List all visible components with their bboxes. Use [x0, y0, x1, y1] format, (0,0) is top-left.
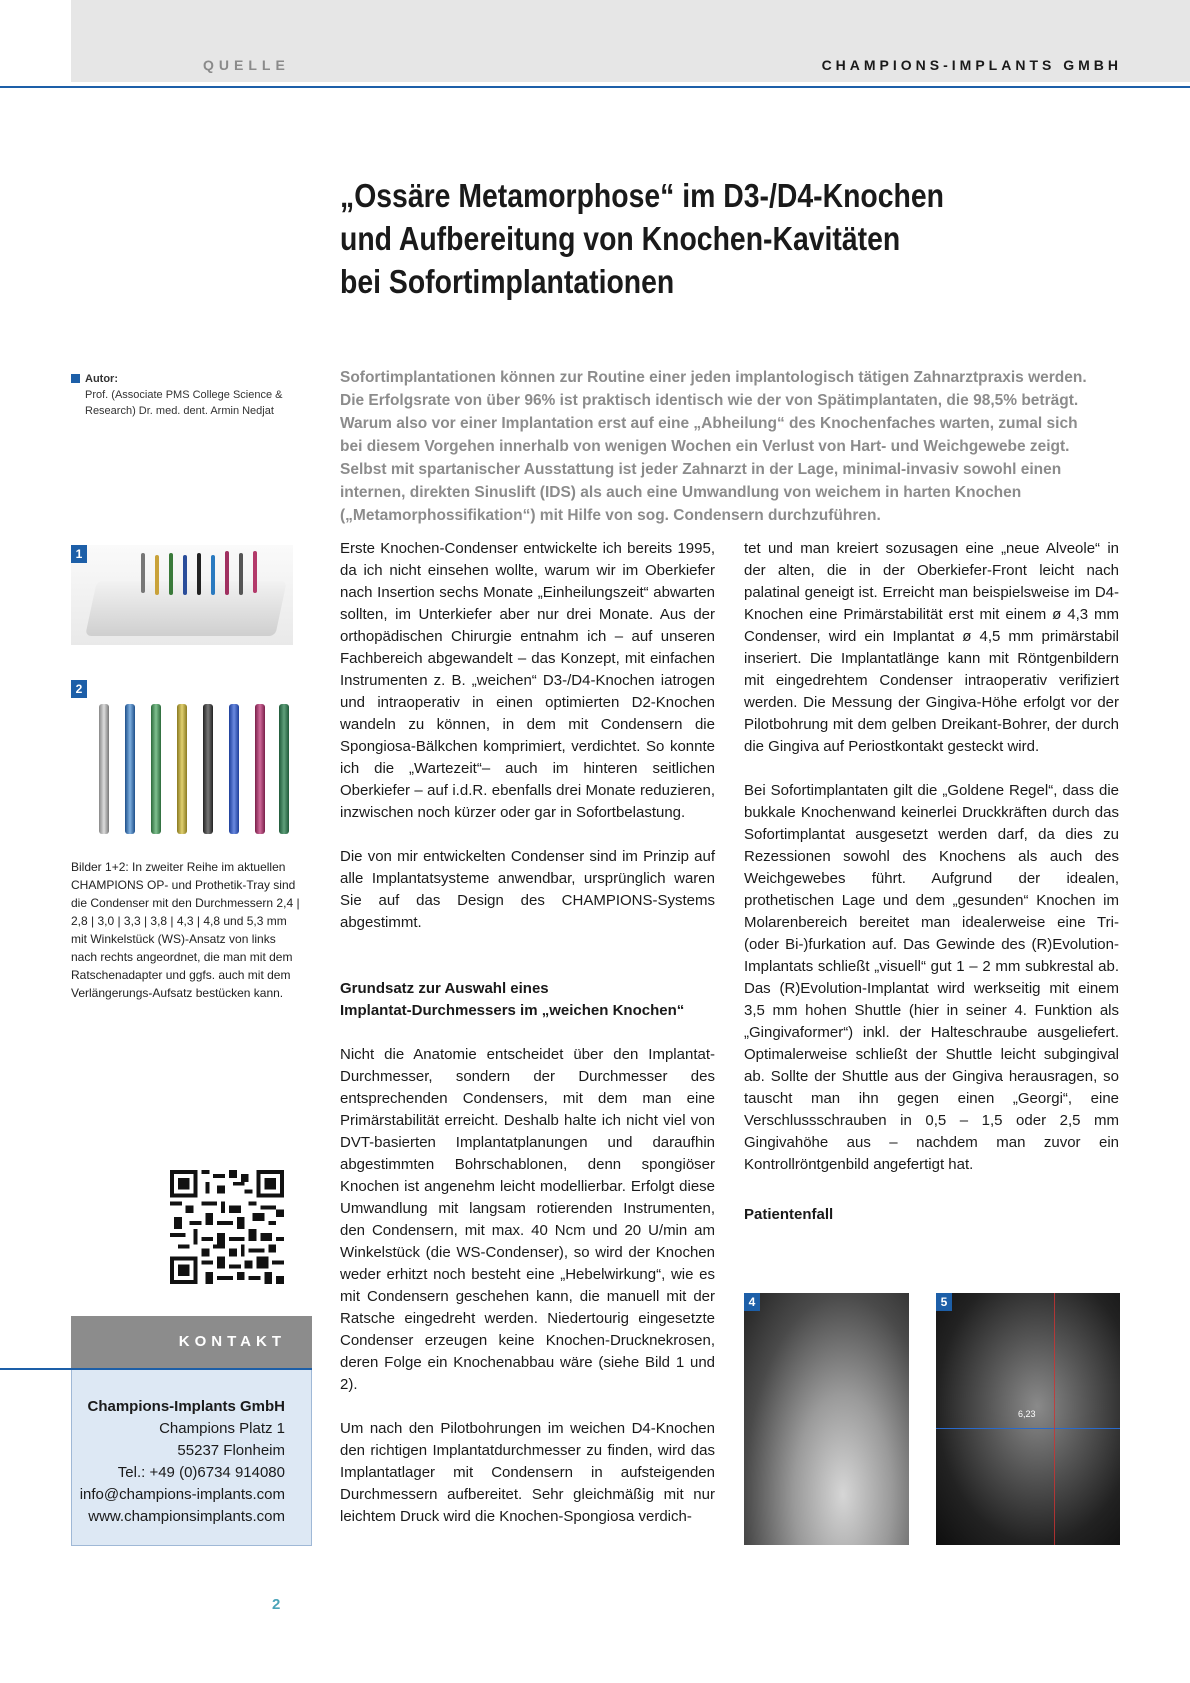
- section-heading: [340, 978, 715, 1022]
- tray-pin: [183, 555, 187, 595]
- contact-email[interactable]: info@champions-implants.com: [79, 1486, 285, 1503]
- figure-1-tray-photo: [71, 545, 293, 645]
- figure-5-ct-scan: [936, 1293, 1120, 1545]
- body-column-1: [340, 538, 715, 1550]
- author-text: Prof. (Associate PMS College Science & Research) Dr. med. dent. Armin Nedjat: [85, 389, 283, 417]
- figure-1-2-caption: Bilder 1+2: In zweiter Reihe im aktuellen CHAMPIONS OP- und Prothetik-Tray sind die Condenser mit den Durchmessern 2,4 | 2,8 | 3,0 | 3,3 | 3,8 | 4,3 | 4,8 und 5,3 mm mit Winkelstück (WS)-Ansatz von links nach rechts angeordnet, die man mit dem Ratschenadapter und ggfs. auch mit dem Verlängerungs-Aufsatz bestücken kann.: [71, 860, 300, 1000]
- title-line-1: „Ossäre Metamorphose“ im D3-/D4-Knochen: [340, 177, 945, 214]
- contact-box: [71, 1370, 312, 1546]
- condenser: [99, 704, 109, 834]
- contact-company: Champions-Implants GmbH: [87, 1398, 285, 1415]
- condenser: [177, 704, 187, 834]
- qr-code-graphic: [170, 1170, 284, 1284]
- ct-measure-line-vertical: [1054, 1293, 1055, 1545]
- body-paragraph: Um nach den Pilotbohrungen im weichen D4-Knochen den richtigen Implantatdurchmesser zu finden, wird das Implantatlager mit Condensern in aufsteigenden Durchmessern aufbereitet. Sehr gleichmäßig mit nur leichtem Druck wird die Knochen-Spongiosa verdich-: [340, 1420, 715, 1525]
- tray-pin: [239, 553, 243, 595]
- body-column-2: [744, 538, 1119, 1252]
- author-label: Autor:: [71, 371, 301, 387]
- tray-pin: [253, 551, 257, 593]
- tray-pin: [197, 553, 201, 595]
- tray-pin: [225, 551, 229, 595]
- header-company: CHAMPIONS-IMPLANTS GMBH: [821, 57, 1122, 73]
- body-paragraph: Erste Knochen-Condenser entwickelte ich bereits 1995, da ich nicht einsehen wollte, warum wir im Oberkiefer nach Insertion sechs Monate „Einheilungszeit“ abwarten sollten, im Unterkiefer aber nur drei Monate. Aus der orthopädischen Chirurgie entnahm ich – auf unseren Fachbereich abgewandelt – das Konzept, mit einfachen Instrumenten z. B. „weichen“ D3-/D4-Knochen iatrogen und intraoperativ in einen optimierten D2-Knochen wandeln zu können, in dem mit Condensern die Spongiosa-Bälkchen komprimiert, verdichtet. So konnte ich die „Wartezeit“– auch im hinteren seitlichen Oberkiefer – auf i.d.R. ebenfalls drei Monate reduzieren, inzwischen noch kürzer oder gar in Sofortbelastung.: [340, 540, 715, 821]
- qr-code[interactable]: [170, 1170, 284, 1284]
- patient-case-heading: Patientenfall: [744, 1206, 834, 1223]
- tray-pin: [211, 555, 215, 595]
- figure-5-number: 5: [936, 1293, 952, 1311]
- figure-1-number: 1: [71, 545, 87, 563]
- figure-4-number: 4: [744, 1293, 760, 1311]
- figure-4-xray: [744, 1293, 909, 1545]
- contact-city: 55237 Flonheim: [177, 1442, 285, 1459]
- condenser: [279, 704, 289, 834]
- article-title: [340, 174, 1011, 303]
- condenser: [203, 704, 213, 834]
- author-box: [71, 371, 301, 419]
- contact-phone[interactable]: Tel.: +49 (0)6734 914080: [117, 1464, 285, 1481]
- section-heading-line-1: Grundsatz zur Auswahl eines: [340, 980, 549, 997]
- title-line-2: und Aufbereitung von Knochen-Kavitäten: [340, 220, 901, 257]
- condenser: [255, 704, 265, 834]
- contact-website[interactable]: www.championsimplants.com: [88, 1508, 285, 1525]
- contact-street: Champions Platz 1: [159, 1420, 285, 1437]
- body-paragraph: Nicht die Anatomie entscheidet über den Implantat-Durchmesser, sondern der Durchmesser des entsprechenden Condensers, mit dem man eine Primärstabilität erreicht. Deshalb halte ich nicht viel von DVT-basierten Implantatplanungen und daraufhin abgestimmten Bohrschablonen, denn spongiöser Knochen ist angenehm leicht modellierbar. Erfolgt diese Umwandlung mit langsam rotierenden Instrumenten, den Condensern, mit max. 40 Ncm und 20 U/min am Winkelstück (die WS-Condenser), so wird der Knochen weder erhitzt noch besteht eine „Hebelwirkung“, wie es mit Condensern geschehen kann, die manuell mit der Ratsche eingedreht werden. Niedertourig eingesetzte Condenser erzeugen keine Knochen-Drucknekrosen, deren Folge ein Knochenabbau wäre (siehe Bild 1 und 2).: [340, 1046, 715, 1393]
- lead-paragraph: Sofortimplantationen können zur Routine einer jeden implantologisch tätigen Zahnarztpraxis werden. Die Erfolgsrate von über 96% ist praktisch identisch wie der von Spätimplantaten, die 98,5% beträgt. Warum also vor einer Implantation erst auf eine „Abheilung“ des Knochenfaches warten, zumal sich bei diesem Vorgehen innerhalb von wenigen Wochen ein Verlust von Hart- und Weichgewebe zeigt. Selbst mit spartanischer Ausstattung ist jeder Zahnarzt in der Lage, minimal-invasiv sowohl einen internen, direkten Sinuslift (IDS) als auch eine Umwandlung von weichem in harten Knochen („Metamorphossifikation“) mit Hilfe von sog. Condensern durchzuführen.: [340, 369, 1087, 524]
- header-section: QUELLE: [203, 57, 290, 73]
- section-heading-line-2: Implantat-Durchmessers im „weichen Knochen“: [340, 1002, 685, 1019]
- tray-pin: [155, 555, 159, 595]
- figure-2-number: 2: [71, 680, 87, 698]
- tray-pin: [141, 553, 145, 593]
- ct-measure-label: 6,23: [1018, 1409, 1036, 1419]
- figure-2-condensers-photo: [71, 680, 293, 840]
- condenser: [125, 704, 135, 834]
- body-paragraph: Bei Sofortimplantaten gilt die „Goldene Regel“, dass die bukkale Knochenwand keinerlei Druckkräften durch das Sofortimplantat ausgesetzt werden darf, da dies zu Rezessionen sowohl des Knochens als auch des Weichgewebes führt. Aufgrund der idealen, prothetischen Lage und dem „gesunden“ Knochen im Molarenbereich bereitet man idealerweise eine Tri- (oder Bi-)furkation auf. Das Gewinde des (R)Evolution-Implantats schließt „visuell“ gut 1 – 2 mm subkrestal ab. Das (R)Evolution-Implantat wird werkseitig mit einem 3,5 mm hohen Shuttle (hier in seiner 4. Funktion als „Gingivaformer“) inkl. der Halteschraube ausgeliefert. Optimalerweise schließt der Shuttle leicht subgingival ab. Sollte der Shuttle aus der Gingiva herausragen, so tauscht man ihn gegen einen „Georgi“, eine Verschlussschrauben in 0,5 – 1,5 oder 2,5 mm Gingivahöhe aus – nachdem man zuvor ein Kontrollröntgenbild angefertigt hat.: [744, 782, 1119, 1173]
- header-rule: [0, 86, 1190, 88]
- condenser: [229, 704, 239, 834]
- ct-measure-line-horizontal: [936, 1428, 1120, 1429]
- body-paragraph: Die von mir entwickelten Condenser sind im Prinzip auf alle Implantatsysteme anwendbar, ursprünglich waren Sie auf das Design des CHAMPIONS-Systems abgestimmt.: [340, 848, 715, 931]
- title-line-3: bei Sofortimplantationen: [340, 263, 675, 300]
- condenser: [151, 704, 161, 834]
- body-paragraph: tet und man kreiert sozusagen eine „neue Alveole“ in der alten, die in der Oberkiefer-Front leicht nach palatinal geneigt ist. Erreicht man beispielsweise im D4-Knochen eine Primärstabilität erst mit einem ø 4,3 mm Condenser, wird ein Implantat ø 4,5 mm primärstabil inseriert. Die Implantatlänge kann mit Röntgenbildern mit eingedrehtem Condenser intraoperativ verifiziert werden. Die Messung der Gingiva-Höhe erfolgt vor der Pilotbohrung mit dem gelben Dreikant-Bohrer, der durch die Gingiva auf Periostkontakt gesteckt wird.: [744, 540, 1119, 755]
- page-number: 2: [272, 1596, 281, 1613]
- contact-heading: KONTAKT: [71, 1316, 312, 1368]
- tray-pin: [169, 553, 173, 595]
